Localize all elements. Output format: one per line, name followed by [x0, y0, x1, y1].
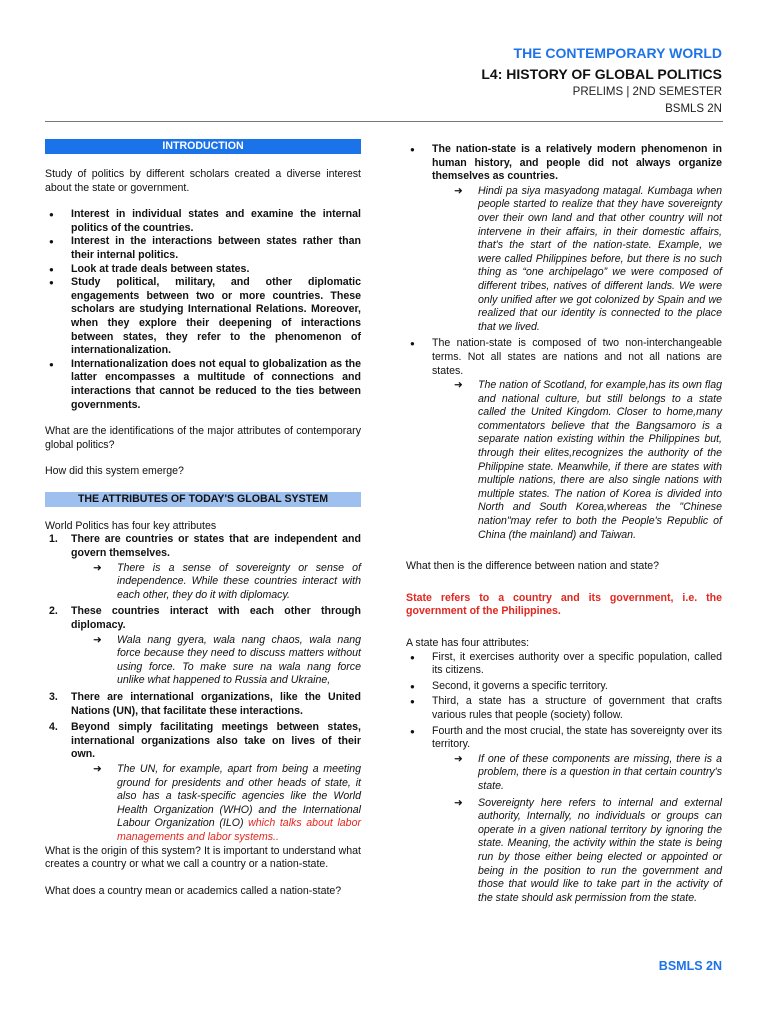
right-arrow-icon: ➜ — [454, 796, 463, 809]
list-item: ➜ The UN, for example, apart from being a meeting ground for presidents and other heads of state, it also has a task-specific agencies like the World Health Organization (WHO) and the International Labour Organization (ILO) which talks about labor managements and labor systems.. — [93, 762, 361, 843]
list-item: 3. There are international organizations, like the United Nations (UN), that facilitate these interactions. — [49, 691, 361, 717]
right-arrow-icon: ➜ — [93, 561, 102, 574]
right-arrow-icon: ➜ — [93, 633, 102, 646]
right-column — [406, 143, 722, 918]
list-item: ● Third, a state has a structure of government that crafts various rules that people (society) follow. — [406, 695, 722, 722]
section-label: BSMLS 2N — [665, 103, 722, 115]
introduction-heading: INTRODUCTION — [45, 139, 361, 154]
state-definition: State refers to a country and its government, i.e. the government of the Philippines. — [406, 591, 722, 618]
list-item: ➜ The nation of Scotland, for example,has its own flag and national culture, but still belongs to a state called the United Kingdom. Closer to home,many commentators believe that the Bangsamoro is a separate nation existing within the Philippines but, through their elites,recognizes the authority of the Philippine state. Meanwhile, if there are states with multiple nations, there are also single nations with multiple states. The nation of Korea is divided into North and South Korea,whereas the "Chinese nation"may refer to both the People's Republic of China (the mainland) and Taiwan. — [454, 379, 722, 541]
term-label: PRELIMS | 2ND SEMESTER — [572, 86, 722, 98]
left-column — [45, 139, 361, 911]
right-arrow-icon: ➜ — [454, 184, 463, 197]
list-item: ● Fourth and the most crucial, the state has sovereignty over its territory. ➜ If one of these components are missing, there is a problem, there is a question in that certain country's state. ➜ Sovereignty here refers to internal and external authority, Internally, no individuals or groups can operate in a given national territory by ignoring the state. Meaning, the activity within the state is being run by those either being elected or appointed or being in the position to run the government and those that would like to take part in the activity of the state should ask permission from the state. — [406, 725, 722, 906]
list-item: ● Study political, military, and other diplomatic engagements between two or more countries. These scholars are studying International Relations. Moreover, when they explore their deepening of interactions between states, they refer to the phenomenon of internationalization. — [45, 276, 361, 358]
list-item: ➜ If one of these components are missing, there is a problem, there is a question in that certain country's state. — [454, 752, 722, 792]
right-arrow-icon: ➜ — [93, 762, 102, 775]
list-item: ● Interest in the interactions between states rather than their internal politics. — [45, 235, 361, 262]
question-paragraph: What then is the difference between nation and state? — [406, 560, 660, 573]
footer-section-label: BSMLS 2N — [658, 959, 722, 973]
course-title: THE CONTEMPORARY WORLD — [513, 45, 722, 61]
document-header — [481, 44, 722, 117]
question-paragraph: What are the identifications of the major attributes of contemporary global politics? — [45, 425, 361, 451]
attributes-intro: World Politics has four key attributes — [45, 519, 217, 532]
list-item: ● Interest in individual states and examine the internal politics of the countries. — [45, 208, 361, 235]
list-item: ● The nation-state is composed of two non-interchangeable terms. Not all states are nations and not all nations are states. ➜ The nation of Scotland, for example,has its own flag and national culture, but still belongs to a state called the United Kingdom. Closer to home,many commentators believe that the Bangsamoro is a separate nation existing within the Philippines but, through their elites,recognizes the authority of the Philippine state. Meanwhile, if there are states with multiple nations, there are also single nations with multiple states. The nation of Korea is divided into North and South Korea,whereas the "Chinese nation"may refer to both the People's Republic of China (the mainland) and Taiwan. — [406, 337, 722, 542]
intro-bullet-list — [45, 208, 361, 412]
question-paragraph: What does a country mean or academics called a nation-state? — [45, 884, 342, 897]
lesson-title: L4: HISTORY OF GLOBAL POLITICS — [481, 66, 722, 82]
origin-paragraph: What is the origin of this system? It is important to understand what creates a country or what we call a country or a nation-state. — [45, 844, 361, 871]
list-item: ● The nation-state is a relatively modern phenomenon in human history, and people did not always organize themselves as countries. ➜ Hindi pa siya masyadong matagal. Kumbaga when people started to realize that they have sovereignty over their own land and that other country will not intervene in their affairs, in their domestic affairs, that's the start of the nation-state. Example, we were called Philippines before, but there is no such thing as “one archipelago” we were composed of different tribes, natives of different lands. We were only unified after we got colonized by Spain and we realized that our identity is connected to the place that we lived. — [406, 143, 722, 334]
list-item: ● First, it exercises authority over a specific population, called its citizens. — [406, 651, 722, 678]
state-attributes-intro: A state has four attributes: — [406, 637, 530, 649]
list-item: 2. These countries interact with each other through diplomacy. ➜ Wala nang gyera, wala nang chaos, wala nang force because they need to discuss matters without using force. To make sure na wala nang force unlike what happened to Russia and Ukraine, — [49, 605, 361, 687]
list-item: 1. There are countries or states that are independent and govern themselves. ➜ There is a sense of sovereignty or sense of independence. While these countries interact with each other, they do it with diplomacy. — [49, 533, 361, 601]
list-item: ➜ Sovereignty here refers to internal and external authority, Internally, no individuals or groups can operate in a given national territory by ignoring the state. Meaning, the activity within the state is being run by those either being elected or appointed or being in the position to run the government and those that would like to take part in the activity of the state should ask permission from the state. — [454, 796, 722, 904]
list-item: 4. Beyond simply facilitating meetings between states, international organizations also take on lives of their own. ➜ The UN, for example, apart from being a meeting ground for presidents and other heads of state, it also has a task-specific agencies like the World Health Organization (WHO) and the International Labour Organization (ILO) which talks about labor managements and labor systems.. — [49, 721, 361, 843]
list-item: ➜ Hindi pa siya masyadong matagal. Kumbaga when people started to realize that they have sovereignty over their own land and that other country will not intervene in their affairs, in their domestic affairs, that's the start of the nation-state. Example, we were called Philippines before, but there is no such thing as “one archipelago” we were composed of different tribes, natives of different lands. We were only unified after we got colonized by Spain and we realized that our identity is connected to the place that we lived. — [454, 184, 722, 333]
right-arrow-icon: ➜ — [454, 752, 463, 765]
state-attributes-list — [406, 651, 722, 906]
list-item: ● Look at trade deals between states. — [45, 263, 361, 277]
right-arrow-icon: ➜ — [454, 379, 463, 392]
list-item: ➜ Wala nang gyera, wala nang chaos, wala nang force because they need to discuss matters without using force. To make sure na wala nang force unlike what happened to Russia and Ukraine, — [93, 633, 361, 687]
header-divider — [45, 121, 723, 122]
list-item: ● Internationalization does not equal to globalization as the latter encompasses a multitude of connections and interactions that cannot be reduced to the ties between governments. — [45, 358, 361, 412]
attributes-list — [45, 533, 361, 844]
nation-state-list — [406, 143, 722, 542]
question-paragraph: How did this system emerge? — [45, 465, 184, 478]
attributes-heading: THE ATTRIBUTES OF TODAY'S GLOBAL SYSTEM — [45, 492, 361, 507]
intro-paragraph: Study of politics by different scholars created a diverse interest about the state or government. — [45, 168, 361, 194]
list-item: ➜ There is a sense of sovereignty or sense of independence. While these countries interact with each other, they do it with diplomacy. — [93, 561, 361, 601]
list-item: ● Second, it governs a specific territory. — [406, 680, 722, 694]
